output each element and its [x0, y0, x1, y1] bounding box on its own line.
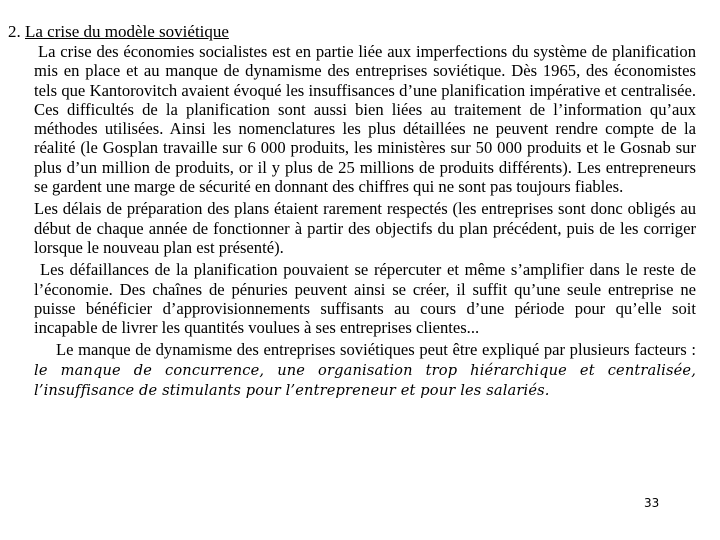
paragraph-planning-crisis: La crise des économies socialistes est en partie liée aux imperfections du système de planification mis en place et au manque de dynamisme des entreprises soviétique. Dès 1965, des économistes tels que Kantorovitch avaient évoqué les insuffisances d’une planification impérative et centralisée. Ces difficultés de la planification sont aussi bien liées au traitement de l’information qu’aux méthodes utilisées. Ainsi les nomenclatures les plus détaillées ne peuvent rendre compte de la réalité (le Gosplan travaille sur 6 000 produits, les ministères sur 50 000 produits et le Gosnab sur plus d’un million de produits, or il y plus de 25 millions de produits différents). Les entrepreneurs se gardent une marge de sécurité en donnant des chiffres qui ne sont pas toujours fiables.	[34, 42, 696, 197]
document-body	[34, 42, 696, 400]
paragraph-shortage-chains: Les défaillances de la planification pouvaient se répercuter et même s’amplifier dans le reste de l’économie. Des chaînes de pénuries peuvent ainsi se créer, il suffit qu’une seule entreprise ne puisse bénéficier d’approvisionnements suffisants au cours d’une période pour qu’elle soit incapable de livrer les quantités voulues à ses entreprises clientes...	[34, 260, 696, 338]
section-heading	[8, 22, 229, 42]
section-number: 2.	[8, 22, 21, 41]
factors-italic-list: le manque de concurrence, une organisation trop hiérarchique et centralisée, l’insuffisance de stimulants pour l’entrepreneur et pour les salariés.	[34, 361, 696, 400]
page-number: 33	[644, 496, 660, 510]
paragraph-lack-of-dynamism-text: Le manque de dynamisme des entreprises soviétiques peut être expliqué par plusieurs facteurs :	[56, 340, 696, 360]
paragraph-plan-delays: Les délais de préparation des plans étaient rarement respectés (les entreprises sont donc obligés au début de chaque année de fonctionner à partir des objectifs du plan précédent, puis de les corriger lorsque le nouveau plan est présenté).	[34, 199, 696, 257]
paragraph-lack-of-dynamism	[34, 340, 696, 400]
section-title: La crise du modèle soviétique	[25, 22, 229, 41]
